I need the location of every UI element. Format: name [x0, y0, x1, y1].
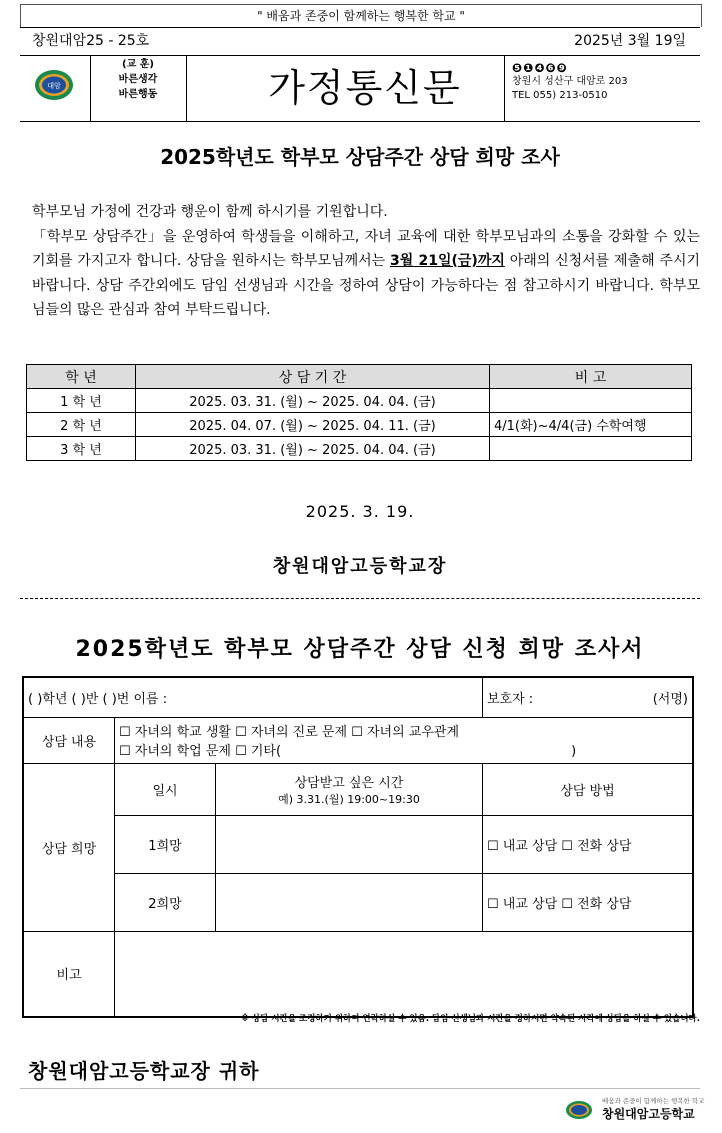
- contact-symbols: ❺❶❹❻❾: [512, 61, 568, 75]
- motto-label: (교 훈): [122, 59, 154, 70]
- footer-text: [602, 1096, 704, 1122]
- school-contact: [512, 61, 628, 103]
- hope-label: 상담 희망: [23, 763, 115, 931]
- footer-slogan: 배움과 존중이 함께하는 행복한 학교: [602, 1097, 705, 1105]
- table-row: [27, 389, 692, 413]
- newsletter-title: 가정통신문: [268, 66, 462, 110]
- issue-row: [20, 27, 700, 56]
- choice-2-time-field[interactable]: [216, 873, 483, 931]
- guardian-field[interactable]: [483, 677, 694, 717]
- time-header-title: 상담받고 싶은 시간: [294, 775, 404, 791]
- form-row-student: [23, 677, 693, 717]
- datetime-header: 일시: [115, 763, 216, 815]
- form-title: 2025학년도 학부모 상담주간 상담 신청 희망 조사서: [75, 637, 645, 662]
- remark-cell: 4/1(화)~4/4(금) 수학여행: [490, 413, 692, 437]
- masthead: [20, 55, 700, 122]
- footer-divider: [20, 1088, 700, 1089]
- time-header-example: 예) 3.31.(월) 19:00~19:30: [278, 792, 420, 806]
- table-row: [27, 413, 692, 437]
- guardian-label: 보호자 :: [487, 691, 534, 707]
- notice-title: 2025학년도 학부모 상담주간 상담 희망 조사: [160, 145, 560, 169]
- remark-cell: [490, 389, 692, 413]
- period-cell: 2025. 03. 31. (월) ~ 2025. 04. 04. (금): [136, 437, 490, 461]
- footer-school: 창원대암고등학교: [602, 1107, 695, 1121]
- remark-cell: [490, 437, 692, 461]
- choice-2-method[interactable]: ☐ 내교 상담 ☐ 전화 상담: [483, 873, 694, 931]
- header-period: 상 담 기 간: [136, 365, 490, 389]
- logo-text: 대암: [47, 82, 61, 90]
- remark-label: 비고: [23, 931, 115, 1017]
- motto-line-1: 바른생각: [118, 74, 158, 85]
- time-header: [216, 763, 483, 815]
- period-cell: 2025. 04. 07. (월) ~ 2025. 04. 11. (금): [136, 413, 490, 437]
- grade-cell: 2 학 년: [27, 413, 136, 437]
- content-other: ☐ 자녀의 학업 문제 ☐ 기타(: [119, 744, 282, 759]
- masthead-divider: [504, 55, 505, 121]
- content-options-line-2[interactable]: [119, 740, 688, 759]
- motto-line-2: 바른행동: [118, 89, 158, 100]
- masthead-divider: [186, 55, 187, 121]
- period-cell: 2025. 03. 31. (월) ~ 2025. 04. 04. (금): [136, 389, 490, 413]
- form-row-remark: [23, 931, 693, 1017]
- paragraph-text: 「학부모 상담주간」을 운영하여 학생들을 이해하고, 자녀 교육에 대한 학부모님과의 소통을 강화할 수 있는 기회를 가지고자 합니다. 상담을 원하시는 학부모님께서는: [32, 228, 700, 269]
- school-motto-box: [108, 57, 168, 102]
- form-row-content: [23, 717, 693, 763]
- choice-1-method[interactable]: ☐ 내교 상담 ☐ 전화 상담: [483, 815, 694, 873]
- grade-cell: 3 학 년: [27, 437, 136, 461]
- notice-date: 2025. 3. 19.: [305, 502, 415, 521]
- student-info-field[interactable]: [23, 677, 483, 717]
- content-other-end: ): [571, 744, 577, 759]
- consultation-schedule-table: [26, 364, 692, 461]
- notice-body: [32, 200, 700, 323]
- table-header-row: [27, 365, 692, 389]
- header-remark: 비 고: [490, 365, 692, 389]
- choice-1-label: 1희망: [115, 815, 216, 873]
- deadline: 3월 21일(금)까지: [389, 253, 505, 269]
- table-row: [27, 437, 692, 461]
- remark-field[interactable]: [115, 931, 694, 1017]
- content-label: 상담 내용: [23, 717, 115, 763]
- content-options-line-1[interactable]: ☐ 자녀의 학교 생활 ☐ 자녀의 진로 문제 ☐ 자녀의 교우관계: [119, 725, 460, 740]
- application-form: [22, 676, 694, 1018]
- paragraph-text: 아래의 신청서를 제출해 주시기 바랍니다. 상담 주간외에도 담임 선생님과 시간을 정하여 상담이 가능하다는 점 참고하시기 바랍니다. 학부모님들의 많은 관심과 참여 부탁드립니다.: [32, 253, 700, 318]
- choice-2-label: 2희망: [115, 873, 216, 931]
- form-note: ※ 상담 시간을 조정하기 위하여 연락하실 수 있음. 담임 선생님과 시간을 정하시면 약속된 시각에 상담을 하실 수 있습니다.: [240, 1014, 700, 1024]
- school-tel: TEL 055) 213-0510: [512, 90, 608, 101]
- form-row-hope-header: [23, 763, 693, 815]
- principal-signature: 창원대암고등학교장: [272, 556, 448, 577]
- student-info-label: ( )학년 ( )반 ( )번 이름 :: [28, 691, 168, 707]
- issue-date: 2025년 3월 19일: [574, 33, 686, 49]
- masthead-divider: [90, 55, 91, 121]
- school-logo-icon: [34, 65, 74, 105]
- school-motto: " 배움과 존중이 함께하는 행복한 학교 ": [20, 4, 702, 27]
- footer-logo-icon: [565, 1100, 593, 1120]
- grade-cell: 1 학 년: [27, 389, 136, 413]
- issue-number: 창원대암25 - 25호: [32, 33, 150, 49]
- content-options[interactable]: [115, 717, 694, 763]
- form-row-choice-2: [23, 873, 693, 931]
- sign-label: (서명): [652, 691, 688, 707]
- addressee: 창원대암고등학교장 귀하: [28, 1059, 260, 1083]
- cut-line: [20, 598, 700, 599]
- form-row-choice-1: [23, 815, 693, 873]
- header-grade: 학 년: [27, 365, 136, 389]
- school-address: 창원시 성산구 대암로 203: [512, 76, 628, 87]
- choice-1-time-field[interactable]: [216, 815, 483, 873]
- notice-paragraph-1: 학부모님 가정에 건강과 행운이 함께 하시기를 기원합니다.: [32, 204, 388, 220]
- method-header: 상담 방법: [483, 763, 694, 815]
- notice-paragraph-2: [32, 225, 700, 323]
